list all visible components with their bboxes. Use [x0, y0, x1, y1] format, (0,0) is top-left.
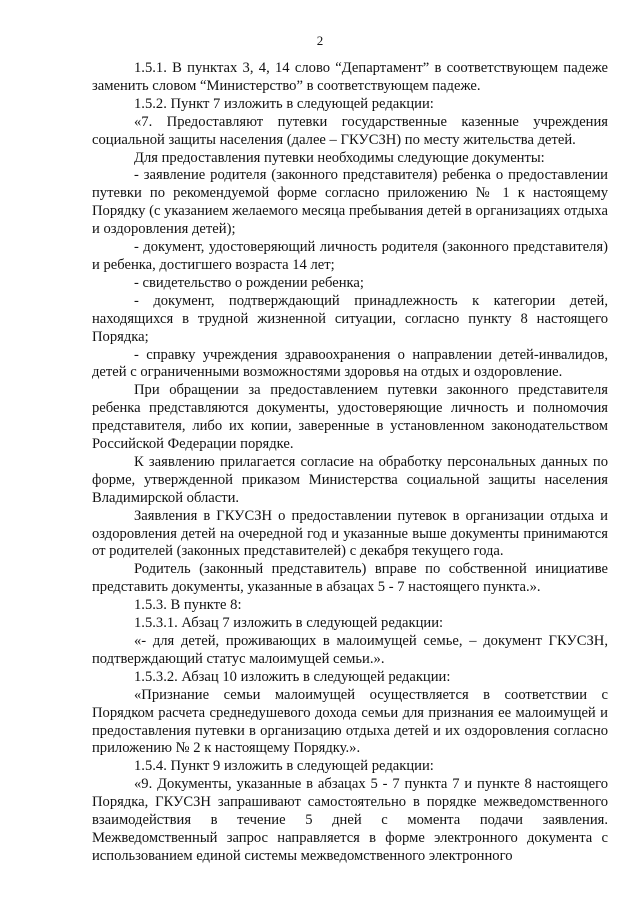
paragraph: - документ, удостоверяющий личность родителя (законного представителя) и ребенка, достигшего возраста 14 лет; — [92, 239, 608, 273]
paragraph: 1.5.3. В пункте 8: — [134, 597, 242, 614]
paragraph: - заявление родителя (законного представителя) ребенка о предоставлении путевки по рекомендуемой форме согласно приложению № 1 к настоящему Порядку (с указанием желаемого месяца пребывания детей в организациях отдыха и оздоровления детей); — [92, 167, 608, 238]
page-number: 2 — [316, 33, 324, 48]
paragraph: «9. Документы, указанные в абзацах 5 - 7 пункта 7 и пункте 8 настоящего Порядка, ГКУСЗН запрашивают самостоятельно в порядке межведомственного взаимодействия в течение 5 дней с момента подачи заявления. Межведомственный запрос направляется в форме электронного документа с использованием единой системы межведомственного электронного — [92, 776, 608, 864]
paragraph: К заявлению прилагается согласие на обработку персональных данных по форме, утвержденной приказом Министерства социальной защиты населения Владимирской области. — [92, 453, 608, 506]
paragraph: 1.5.3.2. Абзац 10 изложить в следующей редакции: — [134, 668, 451, 685]
paragraph: 1.5.2. Пункт 7 изложить в следующей редакции: — [134, 95, 434, 112]
paragraph: - документ, подтверждающий принадлежность к категории детей, находящихся в трудной жизненной ситуации, согласно пункту 8 настоящего Порядка; — [92, 292, 608, 345]
paragraph: Для предоставления путевки необходимы следующие документы: — [134, 149, 545, 166]
paragraph: 1.5.1. В пунктах 3, 4, 14 слово “Департамент” в соответствующем падеже заменить словом “Министерство” в соответствующем падеже. — [92, 60, 608, 94]
paragraph: 1.5.4. Пункт 9 изложить в следующей редакции: — [134, 758, 434, 775]
paragraph: 1.5.3.1. Абзац 7 изложить в следующей редакции: — [134, 615, 444, 632]
paragraph: «7. Предоставляют путевки государственные казенные учреждения социальной защиты населения (далее – ГКУСЗН) по месту жительства детей. — [92, 113, 608, 148]
paragraph: «Признание семьи малоимущей осуществляется в соответствии с Порядком расчета среднедушевого дохода семьи для признания ее малоимущей и предоставления путевки в организацию отдыха детей и их оздоровления согласно приложению № 2 к настоящему Порядку.». — [92, 686, 608, 757]
paragraph: Родитель (законный представитель) вправе по собственной инициативе представить документы, указанные в абзацах 5 - 7 настоящего пункта.». — [92, 561, 608, 596]
paragraph: Заявления в ГКУСЗН о предоставлении путевок в организации отдыха и оздоровления детей на очередной год и указанные выше документы принимаются от родителей (законных представителей) с декабря текущего года. — [92, 507, 608, 560]
paragraph: - свидетельство о рождении ребенка; — [134, 274, 364, 291]
paragraph: - справку учреждения здравоохранения о направлении детей-инвалидов, детей с ограниченными возможностями здоровья на отдых и оздоровление. — [92, 346, 608, 381]
document-body — [92, 60, 608, 866]
paragraph: «- для детей, проживающих в малоимущей семье, – документ ГКУСЗН, подтверждающий статус малоимущей семьи.». — [92, 633, 608, 667]
paragraph: При обращении за предоставлением путевки законного представителя ребенка представляются документы, удостоверяющие личность и полномочия представителя, либо их копии, заверенные в установленном законодательством Российской Федерации порядке. — [92, 382, 608, 453]
